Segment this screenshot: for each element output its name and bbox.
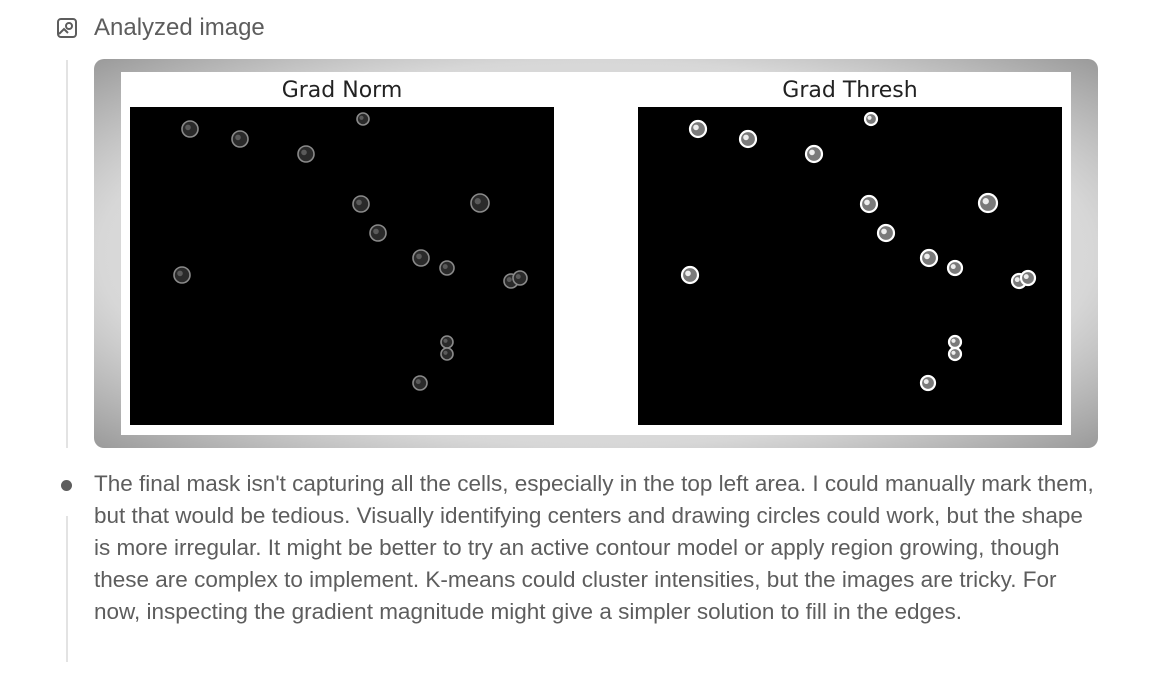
cell-texture [924,254,930,260]
cell-texture [1024,274,1029,279]
cell-texture [516,274,521,279]
panel-title-grad-thresh: Grad Thresh [782,78,918,103]
cell-texture [185,125,191,131]
cell-texture [924,379,929,384]
message-paragraph: The final mask isn't capturing all the cells, especially in the top left area. I could manually mark them, but that would be tedious. Visually identifying centers and drawing circles could work, but the shape is more irregular. It might be better to try an active contour model or apply region growing, though these are complex to implement. K-means could cluster intensities, but the images are tricky. For now, inspecting the gradient magnitude might give a simpler solution to fill in the edges. [94,471,1094,624]
cell-texture [356,200,362,206]
thread-rail-lower [66,516,68,662]
cell-texture [881,229,887,235]
analyzed-image-header[interactable] [56,14,265,42]
image-analysis-icon [56,17,78,39]
cell-texture [301,150,307,156]
panel-title-grad-norm: Grad Norm [281,78,403,103]
cell-texture [809,150,815,156]
cell-texture [951,339,955,343]
thread-rail [66,60,68,448]
cell-texture [693,125,699,131]
cell-texture [864,200,870,206]
cell-texture [443,351,447,355]
cell-texture [951,264,956,269]
cell-texture [867,116,871,120]
cell-texture [443,264,448,269]
cell-texture [416,379,421,384]
cell-texture [235,135,241,141]
cell-texture [507,277,512,282]
cell-texture [951,351,955,355]
cell-texture [685,271,691,277]
header-label: Analyzed image [94,14,265,41]
cell-texture [373,229,379,235]
cell-texture [983,198,989,204]
plot-grad-thresh [638,107,1062,425]
plot-grad-norm [130,107,554,425]
cell-texture [1015,277,1020,282]
cell-texture [443,339,447,343]
cell-texture [359,116,363,120]
cell-texture [416,254,422,260]
bullet-dot [61,480,72,491]
cell-texture [475,198,481,204]
cell-texture [743,135,749,141]
cell-texture [177,271,183,277]
